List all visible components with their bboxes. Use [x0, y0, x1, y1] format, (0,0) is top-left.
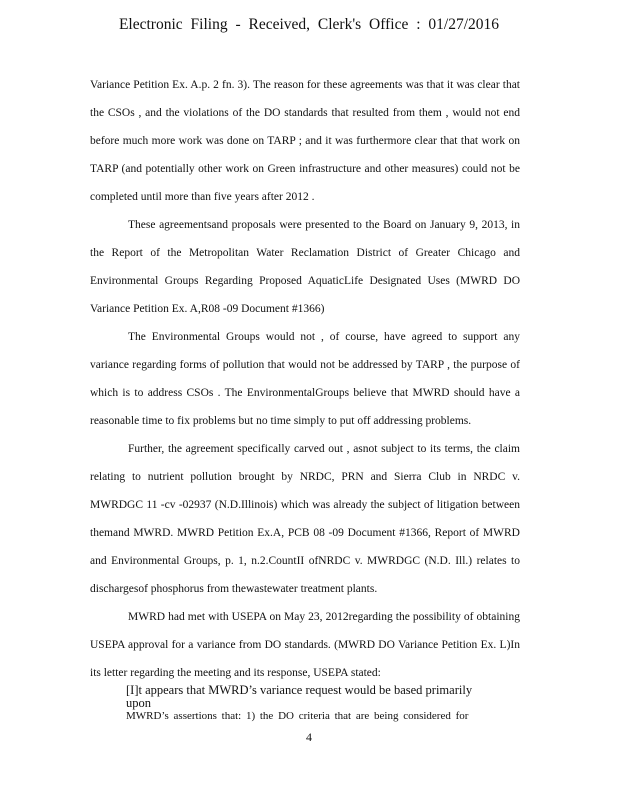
paragraph-3: The Environmental Groups would not , of course, have agreed to support any variance regarding forms of pollution that would not be addressed by TARP , the purpose of which is to address CSOs . The EnvironmentalGroups believe that MWRD should have a reasonable time to fix problems but no time simply to put off addressing problems.: [90, 331, 520, 427]
quote-line-2: MWRD’s assertions that: 1) the DO criteria that are being considered for: [126, 710, 469, 722]
block-quote: [126, 684, 486, 723]
body-text: [90, 71, 520, 687]
filing-stamp-header: Electronic Filing - Received, Clerk's Office : 01/27/2016: [118, 16, 500, 33]
paragraph-4: Further, the agreement specifically carved out , asnot subject to its terms, the claim relating to nutrient pollution brought by NRDC, PRN and Sierra Club in NRDC v. MWRDGC 11 -cv -02937 (N.D.Illinois) which was already the subject of litigation between themand MWRD. MWRD Petition Ex.A, PCB 08 -09 Document #1366, Report of MWRD and Environmental Groups, p. 1, n.2.CountII ofNRDC v. MWRDGC (N.D. Ill.) relates to dischargesof phosphorus from thewastewater treatment plants.: [90, 443, 520, 595]
paragraph-2: These agreementsand proposals were presented to the Board on January 9, 2013, in the Report of the Metropolitan Water Reclamation District of Greater Chicago and Environmental Groups Regarding Proposed AquaticLife Designated Uses (MWRD DO Variance Petition Ex. A,R08 -09 Document #1366): [90, 219, 520, 315]
page-number: 4: [306, 730, 312, 744]
paragraph-5: MWRD had met with USEPA on May 23, 2012regarding the possibility of obtaining USEPA approval for a variance from DO standards. (MWRD DO Variance Petition Ex. L)In its letter regarding the meeting and its response, USEPA stated:: [90, 611, 520, 679]
paragraph-1: Variance Petition Ex. A.p. 2 fn. 3). The reason for these agreements was that it was clear that the CSOs , and the violations of the DO standards that resulted from them , would not end before much more work was done on TARP ; and it was furthermore clear that that work on TARP (and potentially other work on Green infrastructure and other measures) could not be completed until more than five years after 2012 .: [90, 79, 520, 203]
quote-line-1: [I]t appears that MWRD’s variance request would be based primarily upon: [126, 683, 473, 710]
